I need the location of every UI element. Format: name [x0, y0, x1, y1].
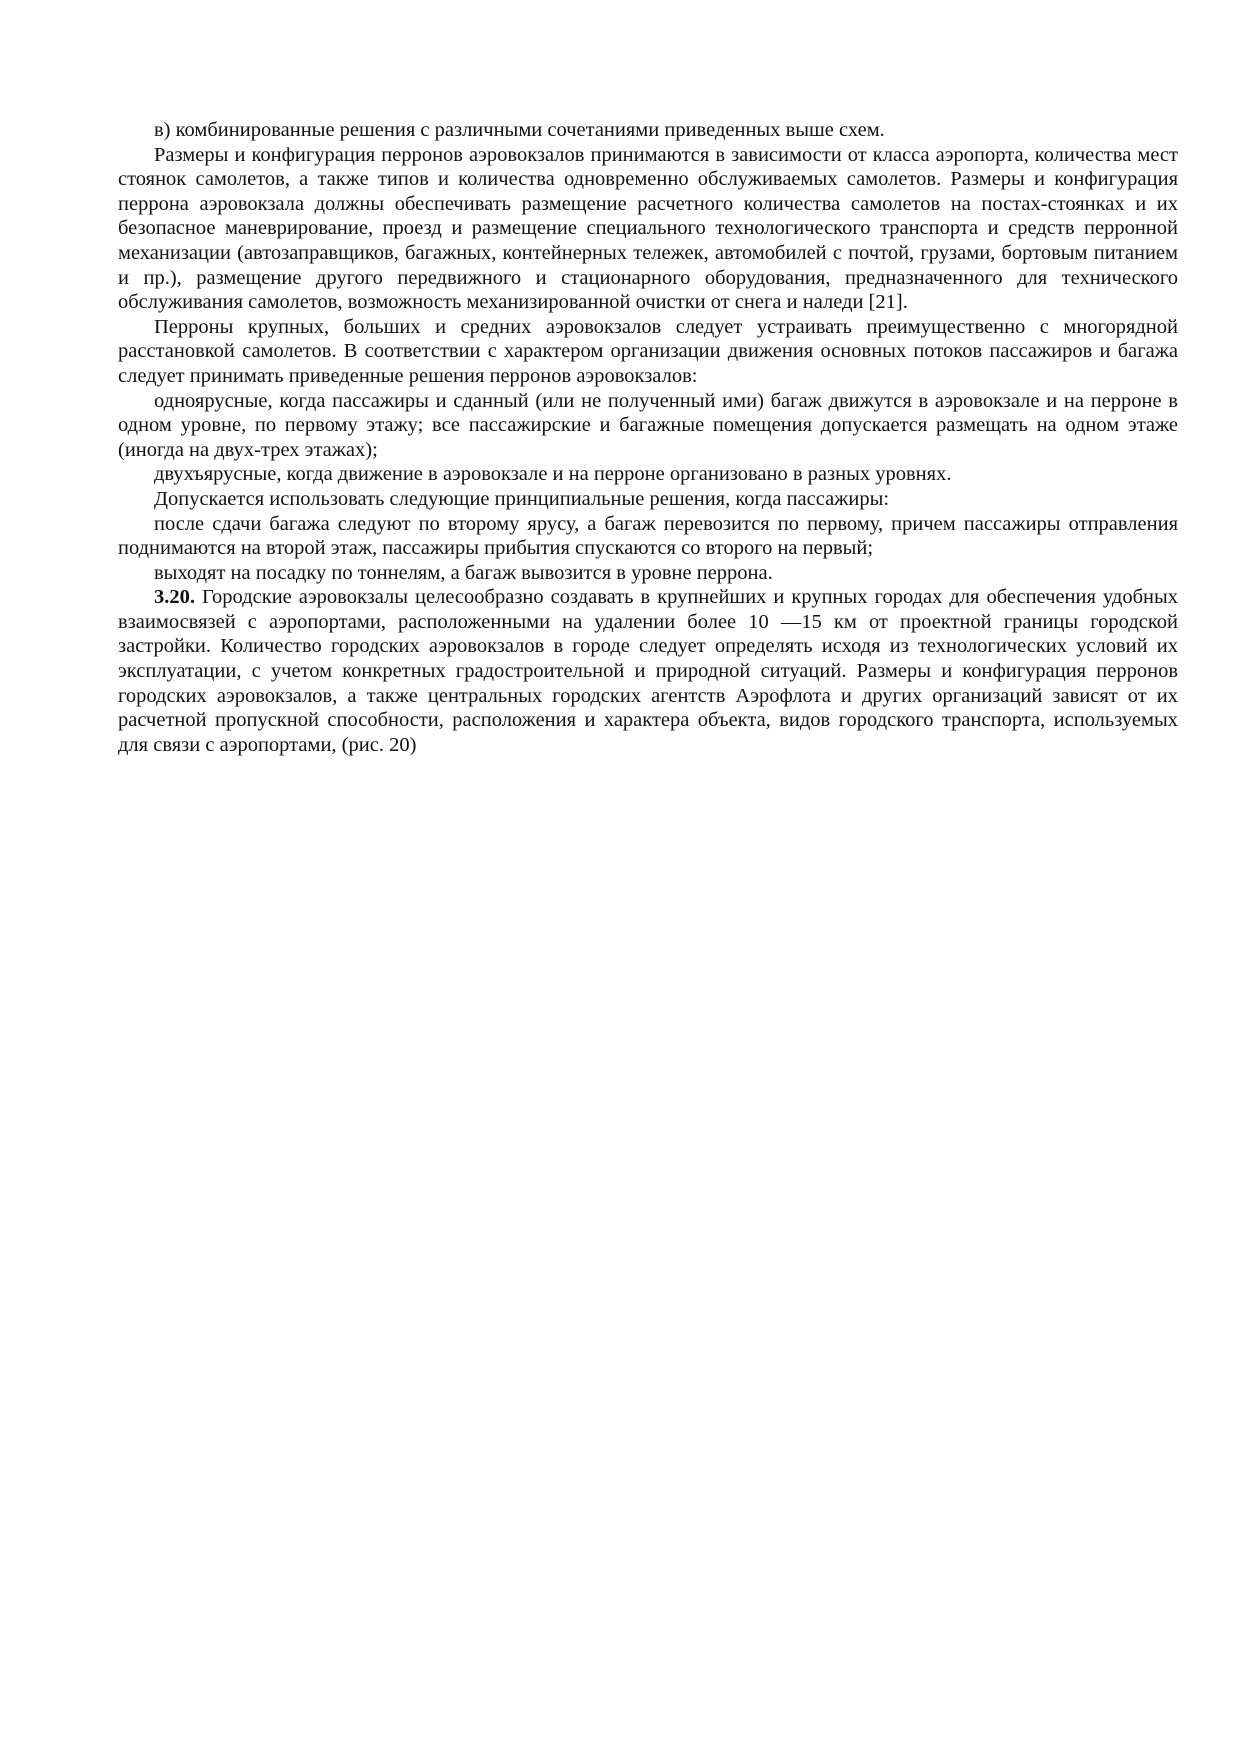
paragraph-tunnels: выходят на посадку по тоннелям, а багаж вывозится в уровне перрона. — [154, 561, 773, 584]
section-number: 3.20. — [154, 586, 195, 609]
paragraph-second-tier: после сдачи багажа следуют по второму ярусу, а багаж перевозится по первому, причем пассажиры отправления поднимаются на второй этаж, пассажиры прибытия спускаются со второго на первый; — [118, 512, 1178, 560]
paragraph-apron-layout: Перроны крупных, больших и средних аэровокзалов следует устраивать преимущественно с многорядной расстановкой самолетов. В соответствии с характером организации движения основных потоков пассажиров и багажа следует принимать приведенные решения перронов аэровокзалов: — [118, 315, 1178, 387]
paragraph-city-terminals — [118, 585, 1178, 757]
paragraph-city-terminals-text: Городские аэровокзалы целесообразно создавать в крупнейших и крупных городах для обеспечения удобных взаимосвязей с аэропортами, расположенными на удалении более 10 —15 км от проектной границы городской застройки. Количество городских аэровокзалов в городе следует определять исходя из технологических условий их эксплуатации, с учетом конкретных градостроительной и природной ситуаций. Размеры и конфигурация перронов городских аэровокзалов, а также центральных городских агентств Аэрофлота и других организаций зависят от их расчетной пропускной способности, расположения и характера объекта, видов городского транспорта, используемых для связи с аэропортами, (рис. 20) — [118, 586, 1178, 756]
paragraph-principal-solutions: Допускается использовать следующие принципиальные решения, когда пассажиры: — [154, 487, 890, 510]
document-body — [118, 118, 1178, 757]
paragraph-single-level: одноярусные, когда пассажиры и сданный (или не полученный ими) багаж движутся в аэровокзале и на перроне в одном уровне, по первому этажу; все пассажирские и багажные помещения допускается размещать на одном этаже (иногда на двух-трех этажах); — [118, 389, 1178, 461]
paragraph-combined-solutions: в) комбинированные решения с различными сочетаниями приведенных выше схем. — [154, 119, 885, 141]
paragraph-apron-dimensions: Размеры и конфигурация перронов аэровокзалов принимаются в зависимости от класса аэропорта, количества мест стоянок самолетов, а также типов и количества одновременно обслуживаемых самолетов. Размеры и конфигурация перрона аэровокзала должны обеспечивать размещение расчетного количества самолетов на постах-стоянках и их безопасное маневрирование, проезд и размещение специального технологического транспорта и средств перронной механизации (автозаправщиков, багажных, контейнерных тележек, автомобилей с почтой, грузами, бортовым питанием и пр.), размещение другого передвижного и стационарного оборудования, предназначенного для технического обслуживания самолетов, возможность механизированной очистки от снега и наледи [21]. — [118, 143, 1178, 314]
paragraph-two-level: двухъярусные, когда движение в аэровокзале и на перроне организовано в разных уровнях. — [154, 463, 952, 486]
